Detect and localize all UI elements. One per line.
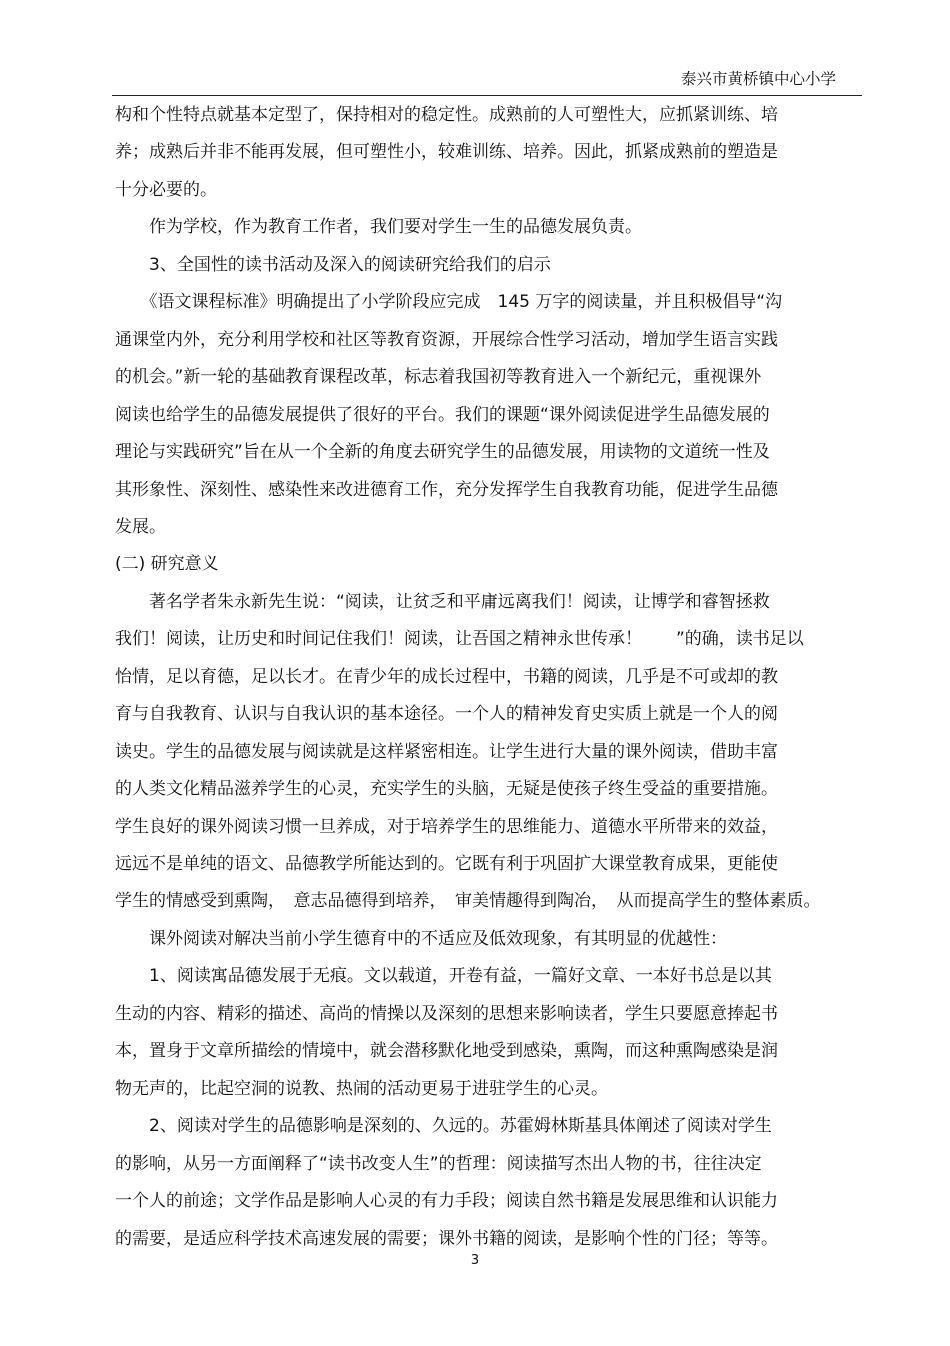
- header-divider: [112, 95, 862, 96]
- text-line: 学生良好的课外阅读习惯一旦养成，对于培养学生的思维能力、道德水平所带来的效益，: [115, 816, 778, 837]
- text-line: 课外阅读对解决当前小学生德育中的不适应及低效现象，有其明显的优越性：: [115, 928, 727, 949]
- page-header: 泰兴市黄桥镇中心小学: [680, 70, 836, 88]
- text-line: 怡情，足以育德，足以长才。在青少年的成长过程中，书籍的阅读，几乎是不可或却的教: [115, 666, 778, 687]
- text-line: 著名学者朱永新先生说：“阅读，让贫乏和平庸远离我们！阅读，让博学和睿智拯救: [115, 591, 770, 612]
- text-line: 的机会。”新一轮的基础教育课程改革，标志着我国初等教育进入一个新纪元，重视课外: [115, 367, 762, 388]
- text-line: 《语文课程标准》明确提出了小学阶段应完成 145 万字的阅读量，并且积极倡导“沟: [115, 292, 783, 313]
- text-line: 的人类文化精品滋养学生的心灵，充实学生的头脑，无疑是使孩子终生受益的重要措施。: [115, 779, 778, 800]
- text-line: 其形象性、深刻性、感染性来改进德育工作，充分发挥学生自我教育功能，促进学生品德: [115, 479, 778, 500]
- text-line: 发展。: [115, 516, 166, 537]
- text-line: 本，置身于文章所描绘的情境中，就会潜移默化地受到感染，熏陶，而这种熏陶感染是润: [115, 1041, 778, 1062]
- text-line: 作为学校，作为教育工作者，我们要对学生一生的品德发展负责。: [115, 217, 642, 238]
- text-line: 的影响，从另一方面阐释了“读书改变人生”的哲理：阅读描写杰出人物的书，往往决定: [115, 1153, 762, 1174]
- page-number: 3: [470, 1253, 480, 1268]
- text-line: 读史。学生的品德发展与阅读就是这样紧密相连。让学生进行大量的课外阅读，借助丰富: [115, 741, 778, 762]
- text-line: 十分必要的。: [115, 179, 217, 200]
- text-line: 我们！阅读，让历史和时间记住我们！阅读，让吾国之精神永世传承！ ”的确，读书足以: [115, 629, 804, 650]
- text-line: 学生的情感受到熏陶， 意志品德得到培养， 审美情趣得到陶冶， 从而提高学生的整体素质。: [115, 891, 821, 912]
- text-line: 阅读也给学生的品德发展提供了很好的平台。我们的课题“课外阅读促进学生品德发展的: [115, 404, 770, 425]
- text-line: 2、阅读对学生的品德影响是深刻的、久远的。苏霍姆林斯基具体阐述了阅读对学生: [115, 1116, 772, 1137]
- text-line: 远远不是单纯的语文、品德教学所能达到的。它既有利于巩固扩大课堂教育成果，更能使: [115, 854, 778, 874]
- text-line: 养；成熟后并非不能再发展，但可塑性小，较难训练、培养。因此，抓紧成熟前的塑造是: [115, 142, 778, 163]
- text-line: 理论与实践研究”旨在从一个全新的角度去研究学生的品德发展，用读物的文道统一性及: [115, 442, 770, 463]
- text-line: 生动的内容、精彩的描述、高尚的情操以及深刻的思想来影响读者，学生只要愿意捧起书: [115, 1003, 778, 1024]
- text-line: 育与自我教育、认识与自我认识的基本途径。一个人的精神发育史实质上就是一个人的阅: [115, 704, 778, 725]
- text-line: (二) 研究意义: [115, 554, 219, 575]
- text-line: 物无声的，比起空洞的说教、热闹的活动更易于进驻学生的心灵。: [115, 1078, 608, 1099]
- text-line: 一个人的前途；文学作品是影响人心灵的有力手段；阅读自然书籍是发展思维和认识能力: [115, 1191, 778, 1212]
- text-line: 3、全国性的读书活动及深入的阅读研究给我们的启示: [115, 254, 551, 275]
- text-line: 的需要，是适应科学技术高速发展的需要；课外书籍的阅读，是影响个性的门径；等等。: [115, 1228, 778, 1249]
- text-line: 构和个性特点就基本定型了，保持相对的稳定性。成熟前的人可塑性大，应抓紧训练、培: [115, 105, 778, 125]
- text-line: 1、阅读寓品德发展于无痕。文以载道，开卷有益，一篇好文章、一本好书总是以其: [115, 966, 772, 987]
- text-line: 通课堂内外，充分利用学校和社区等教育资源，开展综合性学习活动，增加学生语言实践: [115, 329, 778, 350]
